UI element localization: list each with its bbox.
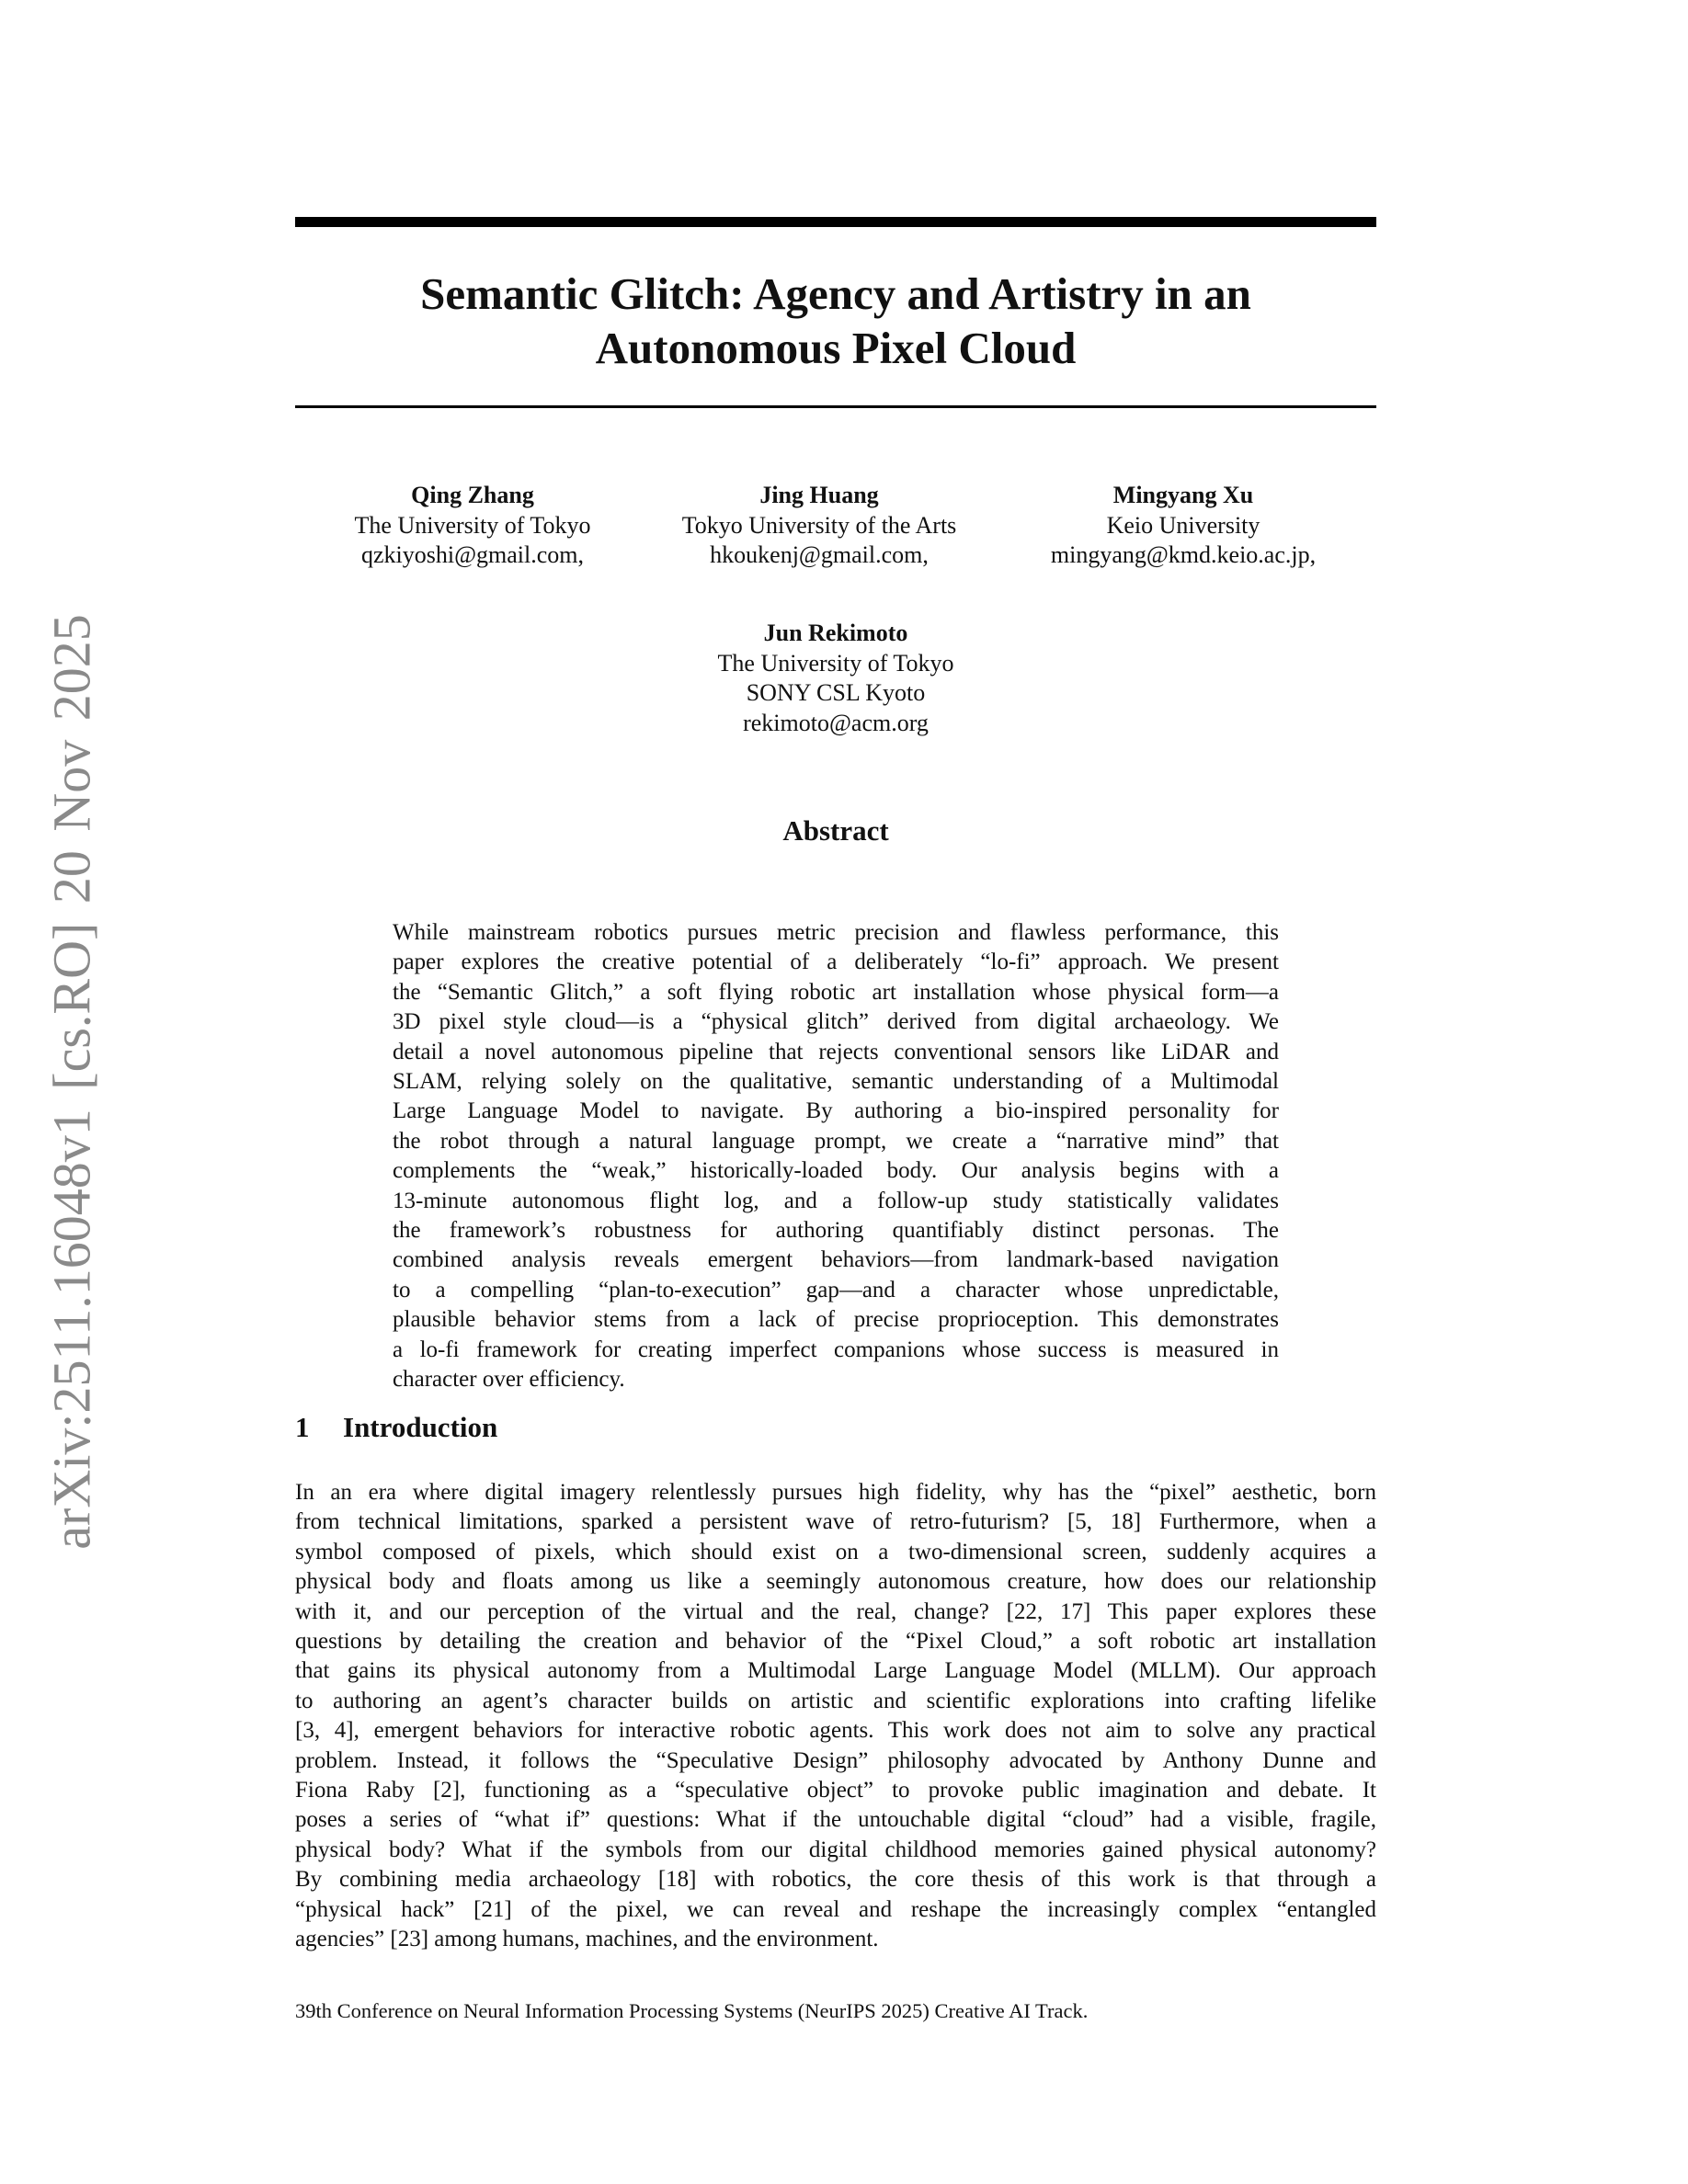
text-line: paper explores the creative potential of a deliberately “lo-fi” approach. We present xyxy=(393,950,1279,975)
text-line: agencies” [23] among humans, machines, and the environment. xyxy=(295,1927,879,1952)
author-affiliation: The University of Tokyo xyxy=(717,649,954,677)
section-heading-introduction xyxy=(295,1411,497,1444)
text-line: with it, and our perception of the virtual and the real, change? [22, 17] This paper explores these xyxy=(295,1598,1376,1624)
conference-footnote: 39th Conference on Neural Information Processing Systems (NeurIPS 2025) Creative AI Track. xyxy=(295,1999,1089,2022)
author-affiliation: SONY CSL Kyoto xyxy=(746,679,926,706)
text-line: a lo-fi framework for creating imperfect companions whose success is measured in xyxy=(393,1337,1279,1362)
author-name: Qing Zhang xyxy=(411,482,534,508)
author-name: Mingyang Xu xyxy=(1112,482,1254,508)
section-title: Introduction xyxy=(343,1411,498,1443)
text-line: physical body and floats among us like a seemingly autonomous creature, how does our relationship xyxy=(295,1569,1376,1595)
author-affiliation: The University of Tokyo xyxy=(354,511,591,539)
author-email: hkoukenj@gmail.com, xyxy=(710,541,929,568)
text-line: from technical limitations, sparked a persistent wave of retro-futurism? [5, 18] Furthermore, when a xyxy=(295,1509,1376,1535)
text-line: 13-minute autonomous flight log, and a follow-up study statistically validates xyxy=(393,1188,1279,1213)
text-line: problem. Instead, it follows the “Speculative Design” philosophy advocated by Anthony Dunne and xyxy=(295,1747,1376,1773)
title-bottom-rule xyxy=(295,405,1376,408)
paper-title xyxy=(295,267,1376,375)
text-line: poses a series of “what if” questions: What if the untouchable digital “cloud” had a visible, fragile, xyxy=(295,1807,1376,1833)
author-block xyxy=(643,619,1029,738)
text-line: “physical hack” [21] of the pixel, we can reveal and reshape the increasingly complex “entangled xyxy=(295,1896,1376,1922)
text-line: While mainstream robotics pursues metric precision and flawless performance, this xyxy=(393,920,1279,945)
author-block xyxy=(990,481,1376,571)
author-email: qzkiyoshi@gmail.com, xyxy=(360,541,585,568)
title-line: Semantic Glitch: Agency and Artistry in an xyxy=(420,268,1251,319)
abstract-body xyxy=(393,918,1279,1395)
text-line: 3D pixel style cloud—is a “physical glitch” derived from digital archaeology. We xyxy=(393,1009,1279,1035)
text-line: Large Language Model to navigate. By authoring a bio-inspired personality for xyxy=(393,1098,1279,1124)
introduction-body xyxy=(295,1478,1376,1955)
text-line: the “Semantic Glitch,” a soft flying robotic art installation whose physical form—a xyxy=(393,979,1279,1005)
text-line: In an era where digital imagery relentlessly pursues high fidelity, why has the “pixel” aesthetic, born xyxy=(295,1480,1376,1505)
text-line: Fiona Raby [2], functioning as a “speculative object” to provoke public imagination and debate. It xyxy=(295,1778,1376,1803)
text-line: to authoring an agent’s character builds on artistic and scientific explorations into crafting lifelike xyxy=(295,1688,1376,1713)
text-line: plausible behavior stems from a lack of precise proprioception. This demonstrates xyxy=(393,1307,1279,1333)
text-line: symbol composed of pixels, which should exist on a two-dimensional screen, suddenly acquires a xyxy=(295,1539,1376,1564)
text-line: questions by detailing the creation and behavior of the “Pixel Cloud,” a soft robotic art installation xyxy=(295,1629,1376,1655)
author-name: Jun Rekimoto xyxy=(763,620,908,646)
title-line: Autonomous Pixel Cloud xyxy=(595,323,1077,373)
text-line: SLAM, relying solely on the qualitative, semantic understanding of a Multimodal xyxy=(393,1069,1279,1095)
text-line: to a compelling “plan-to-execution” gap—and a character whose unpredictable, xyxy=(393,1277,1279,1302)
author-email: mingyang@kmd.keio.ac.jp, xyxy=(1050,541,1317,568)
author-email: rekimoto@acm.org xyxy=(743,709,929,736)
text-line: the robot through a natural language prompt, we create a “narrative mind” that xyxy=(393,1128,1279,1154)
text-line: character over efficiency. xyxy=(393,1367,625,1393)
arxiv-side-stamp: arXiv:2511.16048v1 [cs.RO] 20 Nov 2025 xyxy=(41,614,102,1550)
text-line: detail a novel autonomous pipeline that rejects conventional sensors like LiDAR and xyxy=(393,1039,1279,1064)
author-name: Jing Huang xyxy=(759,482,879,508)
text-line: the framework’s robustness for authoring quantifiably distinct personas. The xyxy=(393,1218,1279,1244)
text-line: By combining media archaeology [18] with robotics, the core thesis of this work is that through a xyxy=(295,1867,1376,1893)
author-block xyxy=(626,481,1012,571)
section-number: 1 xyxy=(295,1411,310,1443)
text-line: that gains its physical autonomy from a Multimodal Large Language Model (MLLM). Our approach xyxy=(295,1658,1376,1684)
author-block xyxy=(279,481,666,571)
author-affiliation: Keio University xyxy=(1106,511,1260,539)
author-affiliation: Tokyo University of the Arts xyxy=(681,511,957,539)
text-line: complements the “weak,” historically-loaded body. Our analysis begins with a xyxy=(393,1158,1279,1184)
abstract-heading: Abstract xyxy=(782,814,889,847)
text-line: combined analysis reveals emergent behaviors—from landmark-based navigation xyxy=(393,1247,1279,1273)
text-line: [3, 4], emergent behaviors for interactive robotic agents. This work does not aim to solve any practical xyxy=(295,1718,1376,1744)
title-top-rule xyxy=(295,217,1376,227)
text-line: physical body? What if the symbols from our digital childhood memories gained physical autonomy? xyxy=(295,1837,1376,1862)
